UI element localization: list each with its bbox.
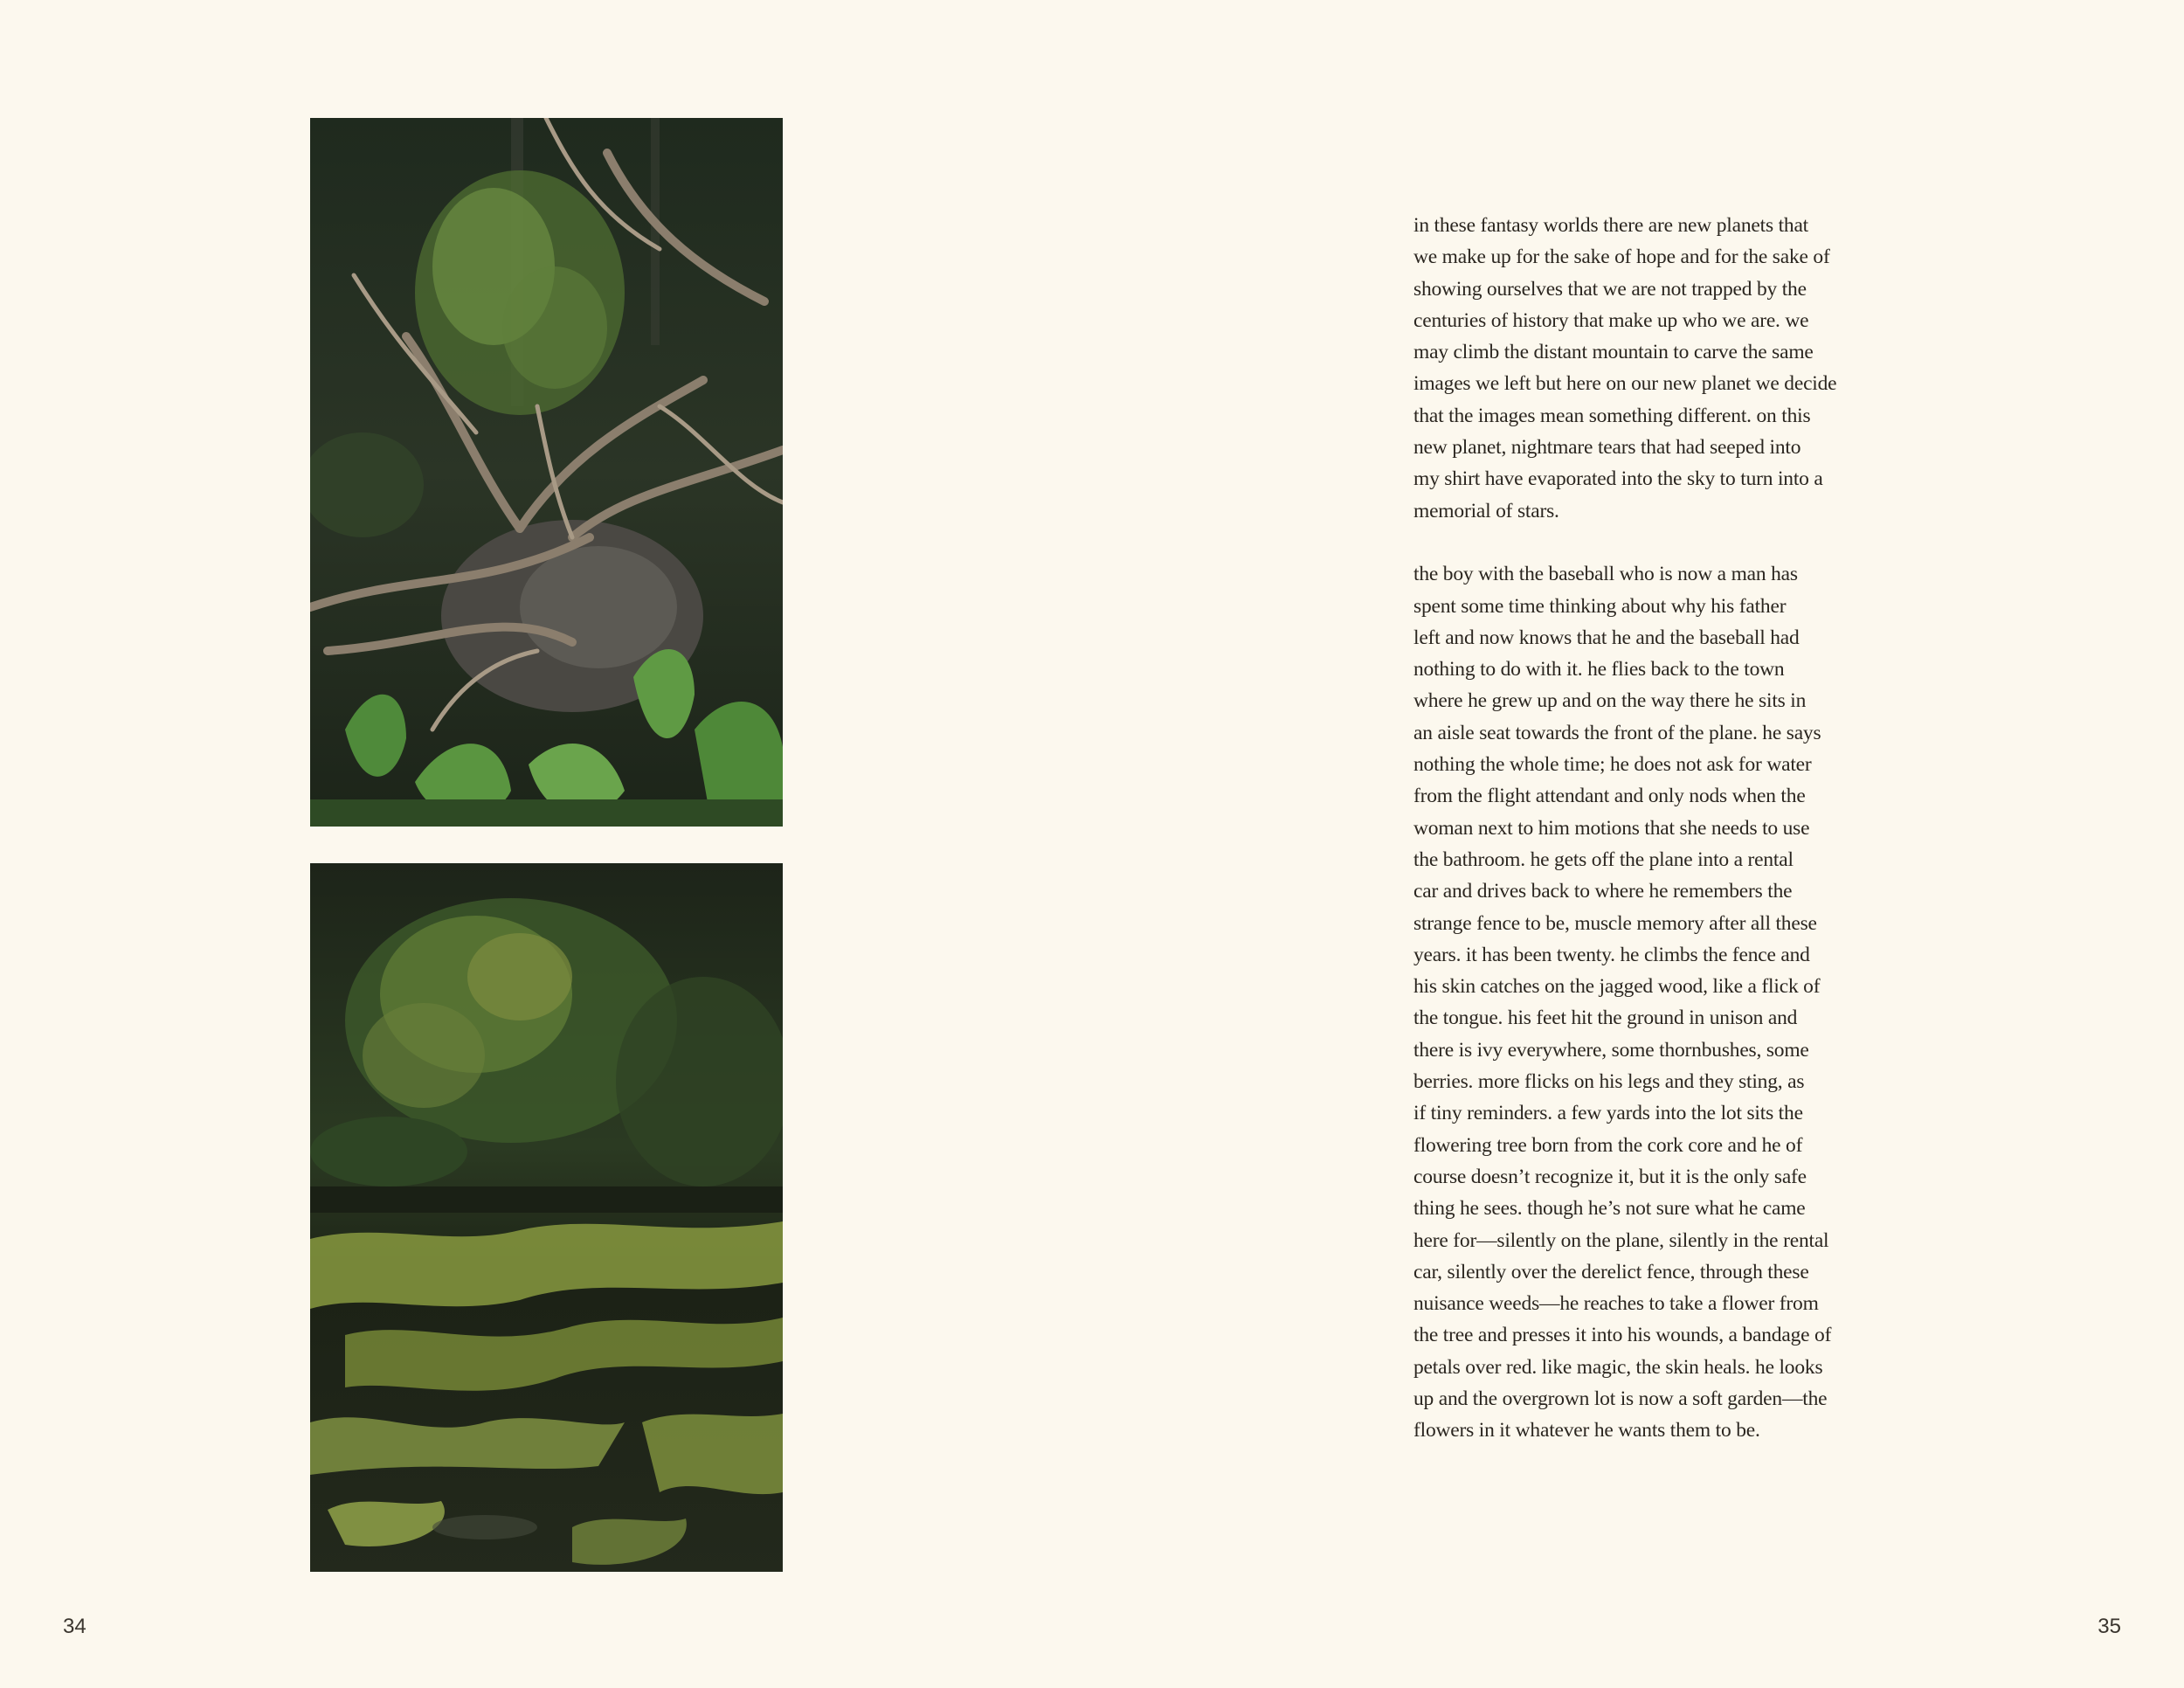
page-number-right: 35 xyxy=(2098,1615,2121,1638)
algae-pond-image xyxy=(310,863,783,1572)
algae-pond-photo xyxy=(310,863,783,1572)
page-number-left: 34 xyxy=(63,1615,86,1638)
body-text xyxy=(1413,210,1903,1447)
forest-roots-image xyxy=(310,118,783,827)
paragraph-2: the boy with the baseball who is now a man has spent some time thinking about why his father left and now knows that he and the baseball had nothing to do with it. he flies back to the town where he grew up and on the way there he sits in an aisle seat towards the front of the plane. he says nothing the whole time; he does not ask for water from the flight attendant and only nods when the woman next to him motions that she needs to use the bathroom. he gets off the plane into a rental car and drives back to where he remembers the strange fence to be, muscle memory after all these years. it has been twenty. he climbs the fence and his skin catches on the jagged wood, like a flick of the tongue. his feet hit the ground in unison and there is ivy everywhere, some thornbushes, some berries. more flicks on his legs and they sting, as if tiny reminders. a few yards into the lot sits the flowering tree born from the cork core and he of course doesn’t recognize it, but it is the only safe thing he sees. though he’s not sure what he came here for—silently on the plane, silently in the rental car, silently over the derelict fence, through these nuisance weeds—he reaches to take a flower from the tree and presses it into his wounds, a bandage of petals over red. like magic, the skin heals. he looks up and the overgrown lot is now a soft garden—the flowers in it whatever he wants them to be. xyxy=(1413,563,1832,1442)
forest-roots-photo xyxy=(310,118,783,827)
paragraph-1: in these fantasy worlds there are new planets that we make up for the sake of hope and for the sake of showing ourselves that we are not trapped by the centuries of history that make up who we are. we may climb the distant mountain to carve the same images we left but here on our new planet we decide that the images mean something different. on this new planet, nightmare tears that had seeped into my shirt have evaporated into the sky to turn into a memorial of stars. xyxy=(1413,214,1837,522)
